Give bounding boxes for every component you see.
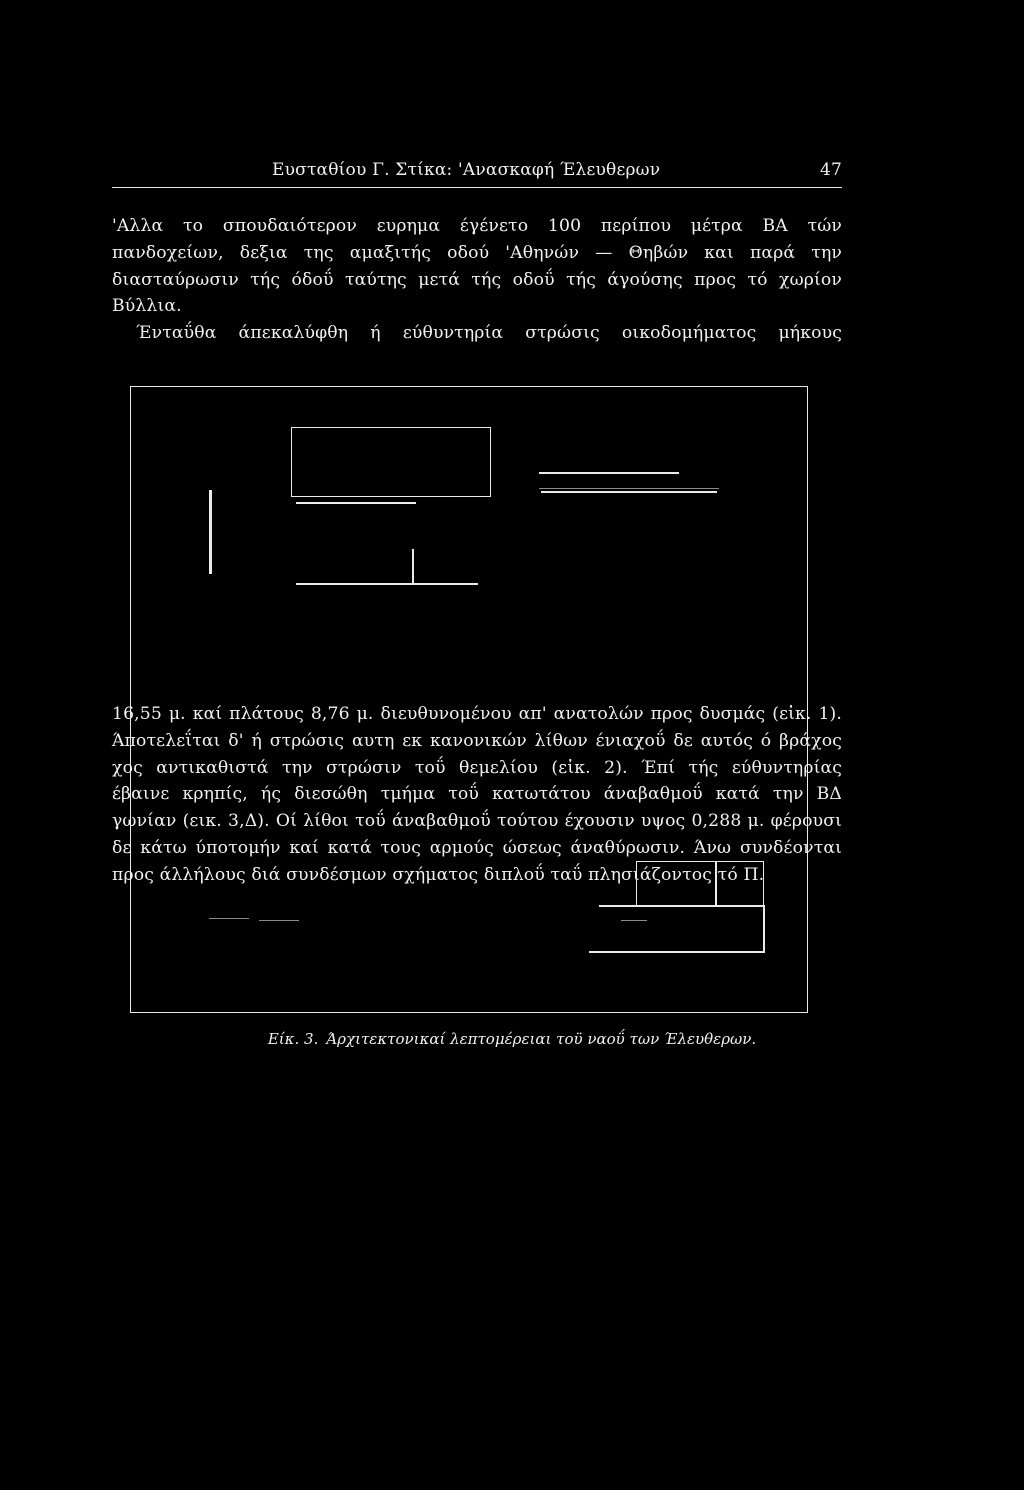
header-title: Ευσταθίου Γ. Στίκα: 'Ανασκαφή Έλευθερων [272, 160, 661, 180]
text-line: δε κάτω ύποτομήν καί κατά τους αρμούς ώσεως άναθύρωσιν. Άνω συνδέονται [112, 837, 842, 858]
header-rule [112, 187, 842, 188]
figure-line [539, 472, 679, 474]
text-line: Ένταΰθα άπεκαλύφθη ή εύθυντηρία στρώσις οικοδομήματος μήκους [136, 323, 842, 344]
figure-line [763, 905, 765, 953]
text-line: πανδοχείων, δεξια της αμαξιτής οδού 'Αθηνών — Θηβών και παρά την [112, 242, 842, 263]
figure-line [589, 951, 765, 953]
text-line: γωνίαν (εικ. 3,Δ). Οί λίθοι τοΰ άναβαθμοΰ τούτου έχουσιν υψος 0,288 μ. φέρουσι [112, 811, 842, 832]
figure-line [259, 920, 299, 921]
figure-line [209, 918, 249, 919]
figure-caption-text: Άρχιτεκτονικαί λεπτομέρειαι τοϋ ναοΰ των Έλευθερων. [326, 1030, 757, 1048]
text-line: έβαινε κρηπίς, ής διεσώθη τμήμα τοΰ κατωτάτου άναβαθμοΰ κατά την ΒΔ [112, 784, 842, 805]
figure-line [539, 488, 719, 489]
text-line: χος αντικαθιστά την στρώσιν τοΰ θεμελίου (εἰκ. 2). Έπί τής εύθυντηρίας [112, 757, 842, 778]
figure-line [541, 491, 717, 493]
figure-label: Είκ. 3. [267, 1030, 319, 1048]
figure-line [599, 905, 765, 907]
page-number: 47 [819, 160, 842, 180]
text-line: 'Αλλα το σπουδαιότερον ευρημα έγένετο 100 περίπου μέτρα ΒΑ τών [112, 216, 842, 236]
figure-caption [112, 1030, 912, 1048]
figure-line [296, 583, 478, 585]
figure-line [412, 549, 414, 585]
architectural-figure [130, 386, 808, 1013]
text-line: Άποτελεΐται δ' ή στρώσις αυτη εκ κανονικών λίθων ένιαχοΰ δε αυτός ό βράχος [112, 730, 842, 751]
paragraph-1 [112, 213, 842, 347]
text-line: Βύλλια. [112, 296, 182, 317]
figure-line [296, 502, 416, 504]
paragraph-2 [112, 701, 842, 889]
figure-line [621, 920, 647, 921]
figure-block [291, 427, 491, 497]
figure-line [209, 490, 212, 574]
text-line: διασταύρωσιν τής όδοΰ ταύτης μετά τής οδοΰ τής άγούσης προς τό χωρίον [112, 269, 842, 290]
text-line: 16,55 μ. καί πλάτους 8,76 μ. διευθυνομένου απ' ανατολών προς δυσμάς (εἰκ. 1). [112, 704, 842, 724]
text-line: προς άλλήλους διά συνδέσμων σχήματος διπλοΰ ταΰ πλησιάζοντος τό Π. [112, 864, 765, 885]
